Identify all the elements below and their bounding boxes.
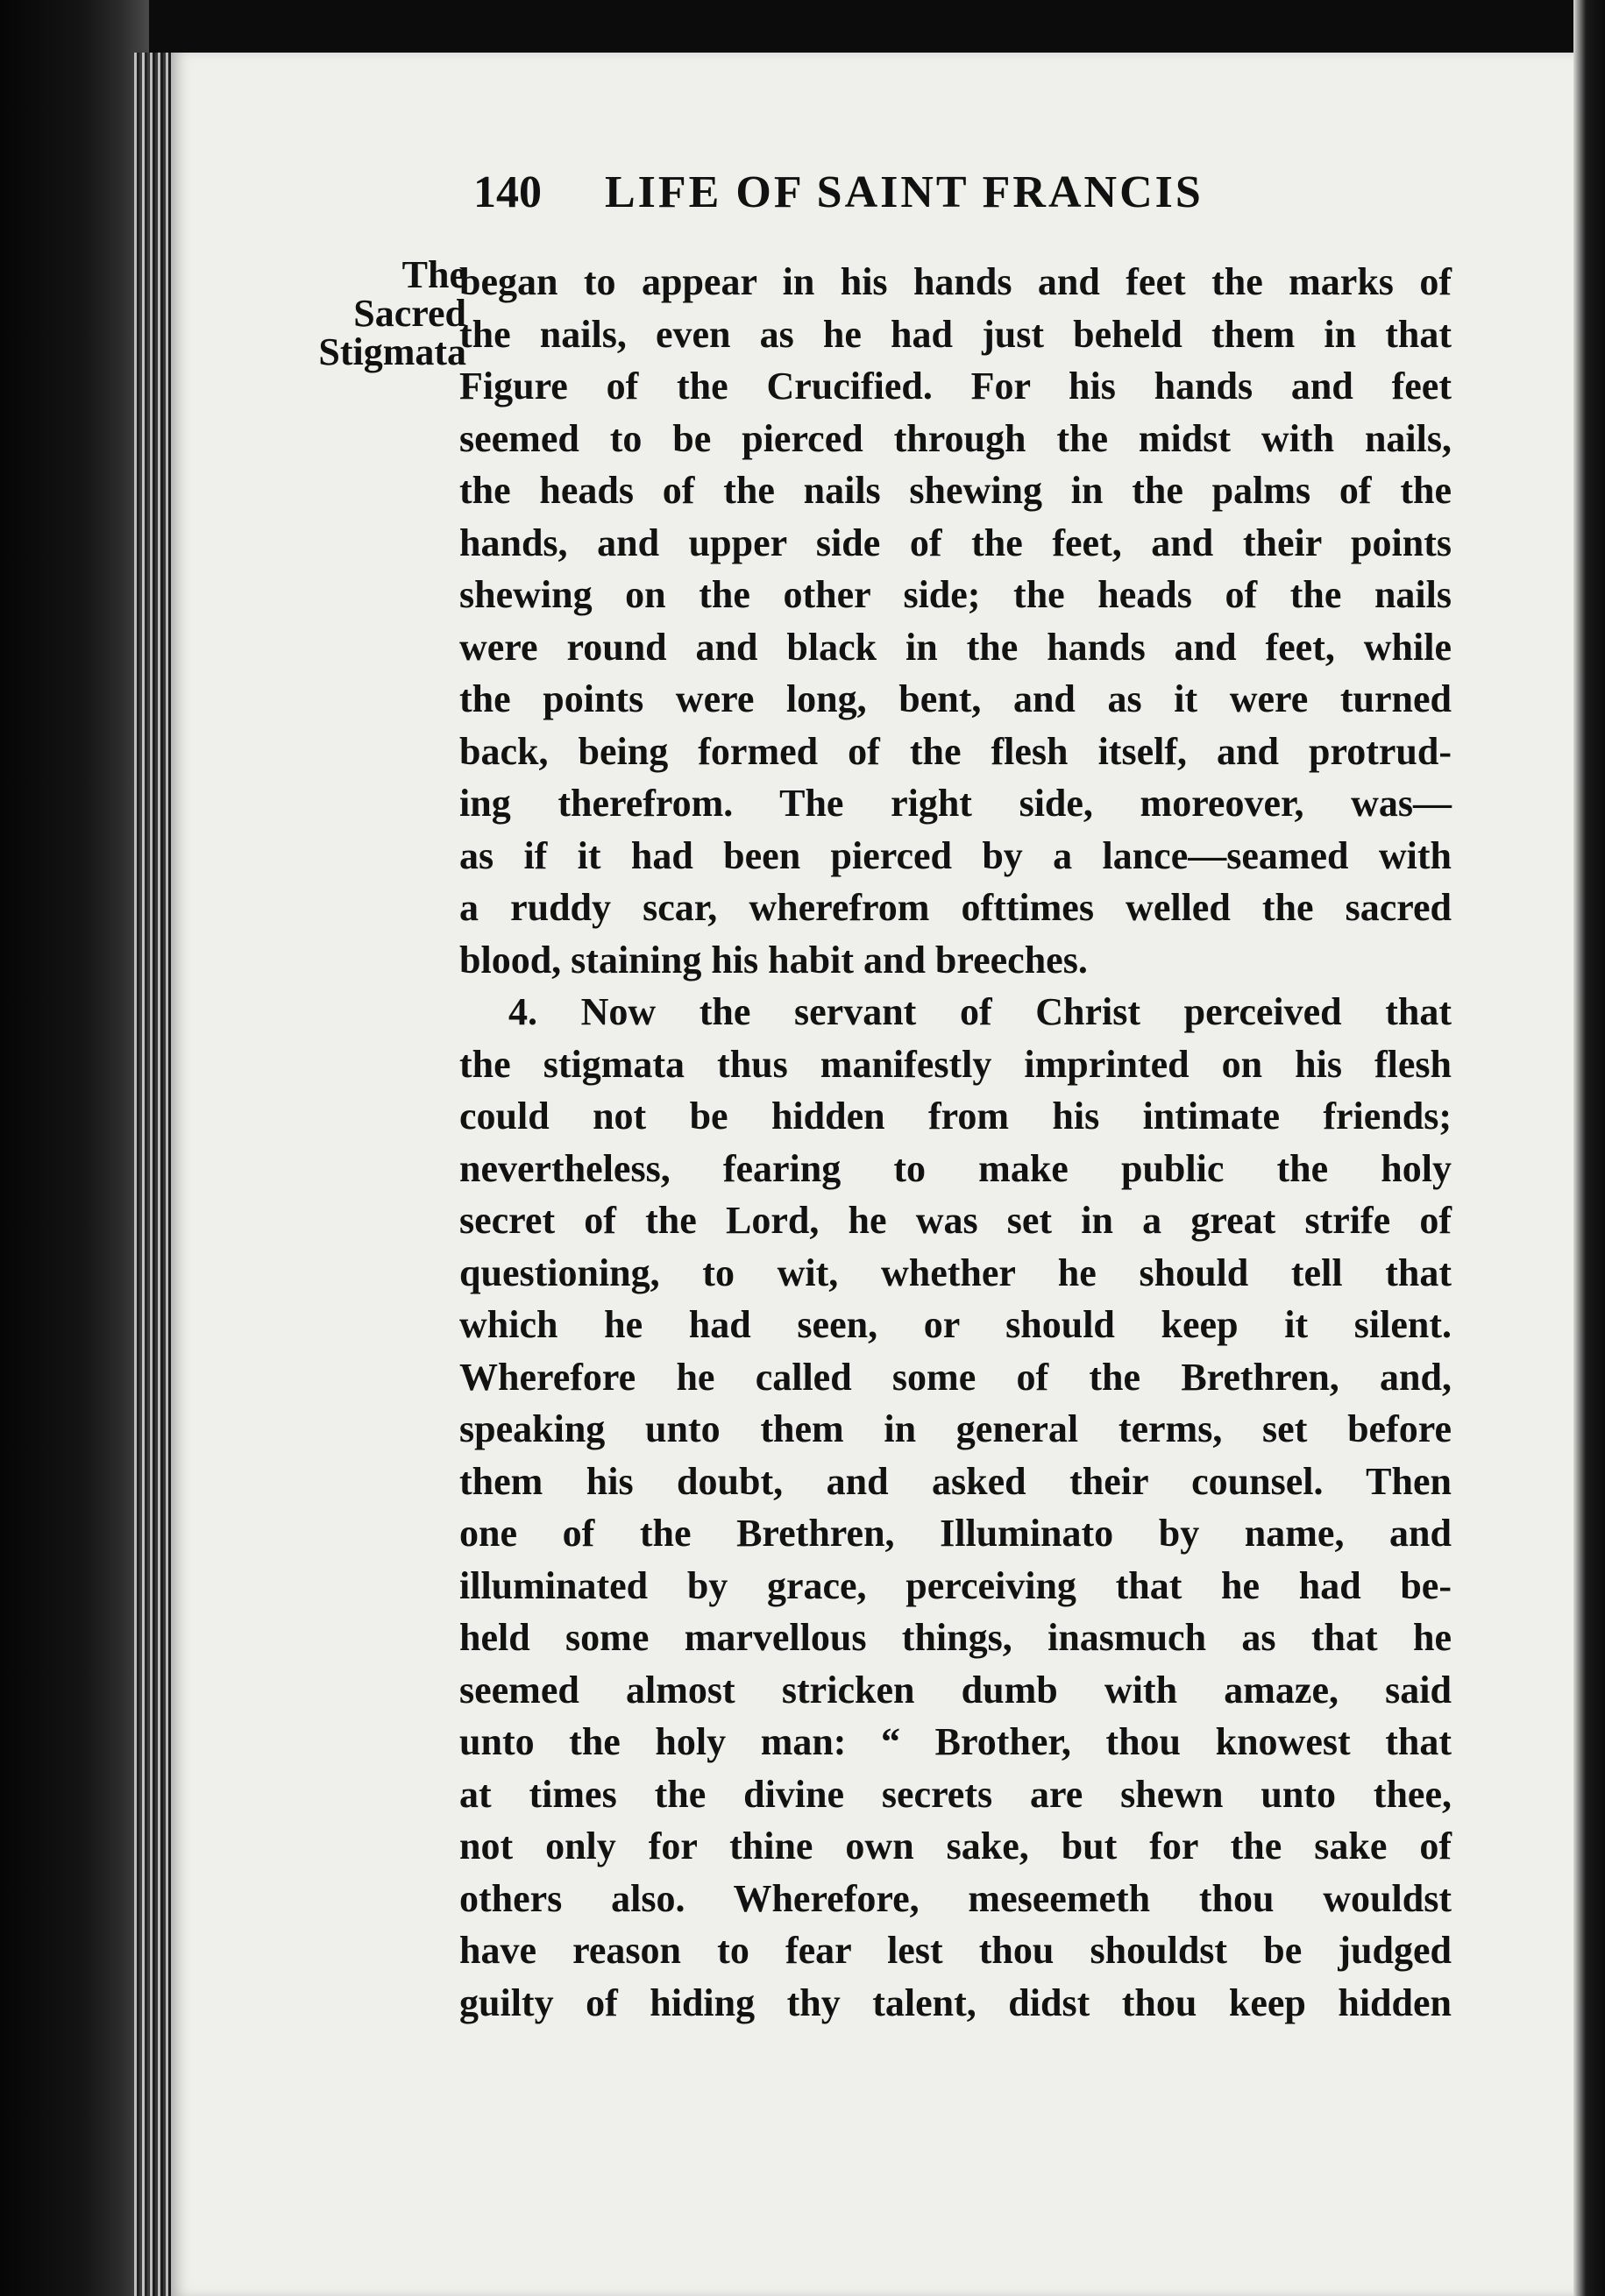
text-line: seemed to be pierced through the midst with nails, (459, 416, 1452, 460)
text-line: secret of the Lord, he was set in a great strife of (459, 1199, 1452, 1242)
body-text (459, 256, 1452, 2029)
side-note-line: The (401, 253, 466, 296)
text-line: the stigmata thus manifestly imprinted on his flesh (459, 1042, 1452, 1086)
text-line: which he had seen, or should keep it silent. (459, 1303, 1452, 1346)
text-line: as if it had been pierced by a lance—seamed with (459, 833, 1452, 877)
text-line: at times the divine secrets are shewn unto thee, (459, 1772, 1452, 1816)
text-line: one of the Brethren, Illuminato by name, and (459, 1512, 1452, 1555)
text-line: Figure of the Crucified. For his hands and feet (459, 365, 1452, 407)
page-number: 140 (473, 167, 542, 217)
text-line: have reason to fear lest thou shouldst be judged (459, 1929, 1452, 1972)
text-line: not only for thine own sake, but for the sake of (459, 1825, 1452, 1867)
text-line: shewing on the other side; the heads of the nails (459, 573, 1452, 616)
text-line: Wherefore he called some of the Brethren, and, (459, 1355, 1452, 1399)
text-line: the points were long, bent, and as it were turned (459, 677, 1452, 720)
side-note-line: Sacred (353, 292, 466, 335)
text-line: nevertheless, fearing to make public the holy (459, 1146, 1452, 1190)
text-line: the heads of the nails shewing in the palms of the (459, 469, 1452, 512)
text-line: others also. Wherefore, meseemeth thou wouldst (459, 1876, 1452, 1920)
running-head-title: LIFE OF SAINT FRANCIS (605, 167, 1204, 217)
scan-top-border (0, 0, 1605, 56)
text-line: 4. Now the servant of Christ perceived that (508, 990, 1452, 1033)
text-line: began to appear in his hands and feet the marks of (459, 260, 1452, 303)
paragraph (459, 256, 1452, 986)
book-binding-edge (0, 0, 149, 2296)
text-line: back, being formed of the flesh itself, and protrud- (459, 729, 1452, 773)
text-line: held some marvellous things, inasmuch as that he (459, 1616, 1452, 1659)
text-line: ing therefrom. The right side, moreover, was— (459, 782, 1452, 825)
running-head (473, 167, 1455, 218)
text-line: the nails, even as he had just beheld them in that (459, 312, 1452, 356)
text-line: hands, and upper side of the feet, and their points (459, 521, 1452, 564)
text-line: blood, staining his habit and breeches. (459, 938, 1088, 981)
text-line: them his doubt, and asked their counsel. Then (459, 1459, 1452, 1503)
scan-right-border (1573, 0, 1605, 2296)
text-line: speaking unto them in general terms, set before (459, 1407, 1452, 1450)
text-line: questioning, to wit, whether he should tell that (459, 1251, 1452, 1294)
side-note-line: Stigmata (318, 330, 466, 373)
text-line: illuminated by grace, perceiving that he had be- (459, 1563, 1452, 1607)
text-line: unto the holy man: “ Brother, thou knowest that (459, 1720, 1452, 1763)
marginal-side-note (259, 253, 466, 373)
text-line: guilty of hiding thy talent, didst thou keep hidden (459, 1981, 1452, 2024)
text-line: a ruddy scar, wherefrom ofttimes welled the sacred (459, 886, 1452, 929)
paragraph (459, 986, 1452, 2029)
text-line: seemed almost stricken dumb with amaze, said (459, 1668, 1452, 1711)
text-line: were round and black in the hands and feet, while (459, 625, 1452, 669)
text-line: could not be hidden from his intimate friends; (459, 1095, 1452, 1137)
